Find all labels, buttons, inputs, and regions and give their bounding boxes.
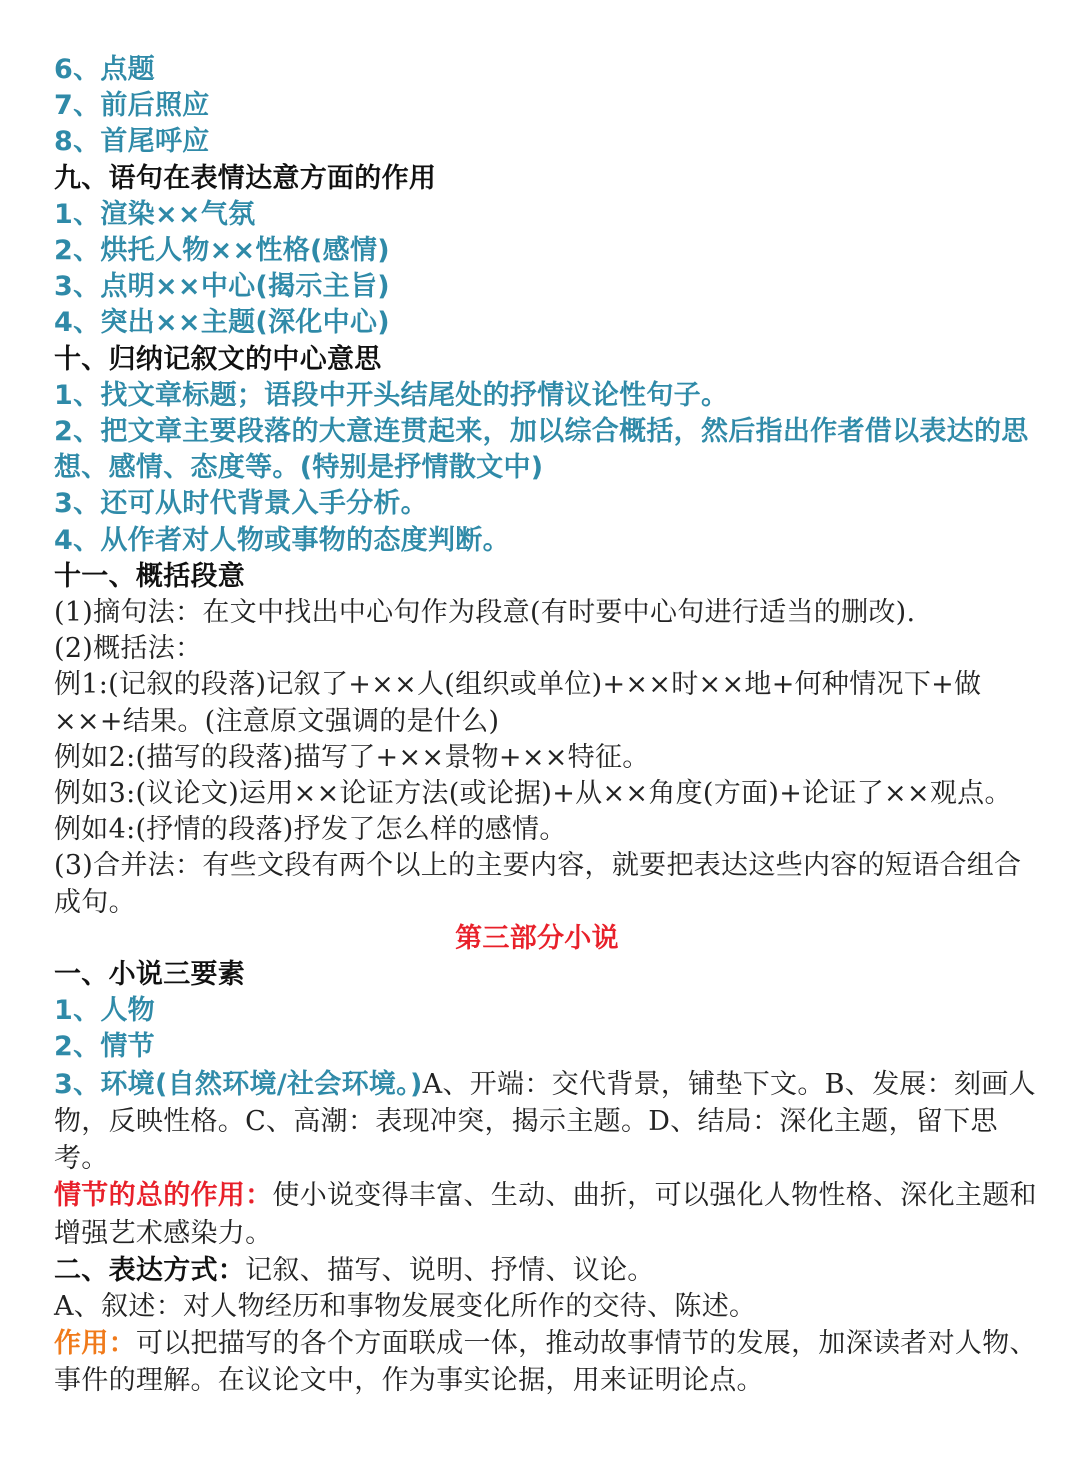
list-item: 1、人物: [54, 995, 155, 1027]
list-item: 2、烘托人物××性格(感情): [54, 235, 390, 267]
list-item: 7、前后照应: [54, 90, 210, 122]
plot-function-label: 情节的总的作用：: [54, 1180, 273, 1212]
expression-methods: [54, 1252, 1040, 1289]
list-item: 3、还可从时代背景入手分析。: [54, 488, 428, 520]
list-item: 1、找文章标题；语段中开头结尾处的抒情议论性句子。: [54, 379, 729, 411]
list-item: 2、情节: [54, 1031, 155, 1063]
narration-function: [54, 1325, 1040, 1399]
list-item: 4、从作者对人物或事物的态度判断。: [54, 524, 510, 556]
paragraph: (3)合并法：有些文段有两个以上的主要内容，就要把表达这些内容的短语合组合成句。: [54, 850, 1022, 918]
list-item: 8、首尾呼应: [54, 126, 210, 158]
list-item-environment: [54, 1066, 1040, 1178]
section-heading: 十一、概括段意: [54, 560, 246, 592]
paragraph: 例1:(记叙的段落)记叙了+××人(组织或单位)+××时××地+何种情况下+做××+结果。(注意原文强调的是什么): [54, 669, 982, 737]
plot-function-text: 使小说变得丰富、生动、曲折，可以强化人物性格、深化主题和增强艺术感染力。: [54, 1180, 1037, 1249]
list-item: 4、突出××主题(深化中心): [54, 307, 390, 339]
section-heading: 十、归纳记叙文的中心意思: [54, 343, 382, 375]
paragraph: 例如3:(议论文)运用××论证方法(或论据)+从××角度(方面)+论证了××观点。: [54, 778, 1012, 810]
paragraph: A、叙述：对人物经历和事物发展变化所作的交待、陈述。: [54, 1290, 757, 1322]
paragraph: 例如2:(描写的段落)描写了+××景物+××特征。: [54, 741, 650, 773]
part-title: 第三部分小说: [455, 922, 619, 954]
paragraph: (2)概括法：: [54, 633, 203, 665]
section-heading: 一、小说三要素: [54, 959, 246, 991]
paragraph: 例如4:(抒情的段落)抒发了怎么样的感情。: [54, 814, 567, 846]
list-item: 1、渲染××气氛: [54, 198, 256, 230]
expression-methods-label: 二、表达方式：: [54, 1254, 246, 1286]
narration-function-text: 可以把描写的各个方面联成一体，推动故事情节的发展，加深读者对人物、事件的理解。在议论文中，作为事实论据，用来证明论点。: [54, 1328, 1037, 1397]
environment-text: A、开端：交代背景，铺垫下文。B、发展：刻画人物，反映性格。C、高潮：表现冲突，揭示主题。D、结局：深化主题，留下思考。: [54, 1068, 1036, 1175]
narration-function-label: 作用：: [54, 1328, 136, 1360]
list-item: 3、点明××中心(揭示主旨): [54, 271, 390, 303]
list-item: 6、点题: [54, 54, 155, 85]
expression-methods-text: 记叙、描写、说明、抒情、议论。: [245, 1254, 655, 1286]
environment-label: 3、环境(自然环境/社会环境。): [54, 1068, 423, 1100]
paragraph: (1)摘句法：在文中找出中心句作为段意(有时要中心句进行适当的删改).: [54, 597, 916, 629]
list-item: 2、把文章主要段落的大意连贯起来，加以综合概括，然后指出作者借以表达的思想、感情、态度等。(特别是抒情散文中): [54, 416, 1029, 484]
section-heading: 九、语句在表情达意方面的作用: [54, 162, 437, 194]
plot-function: [54, 1177, 1040, 1251]
